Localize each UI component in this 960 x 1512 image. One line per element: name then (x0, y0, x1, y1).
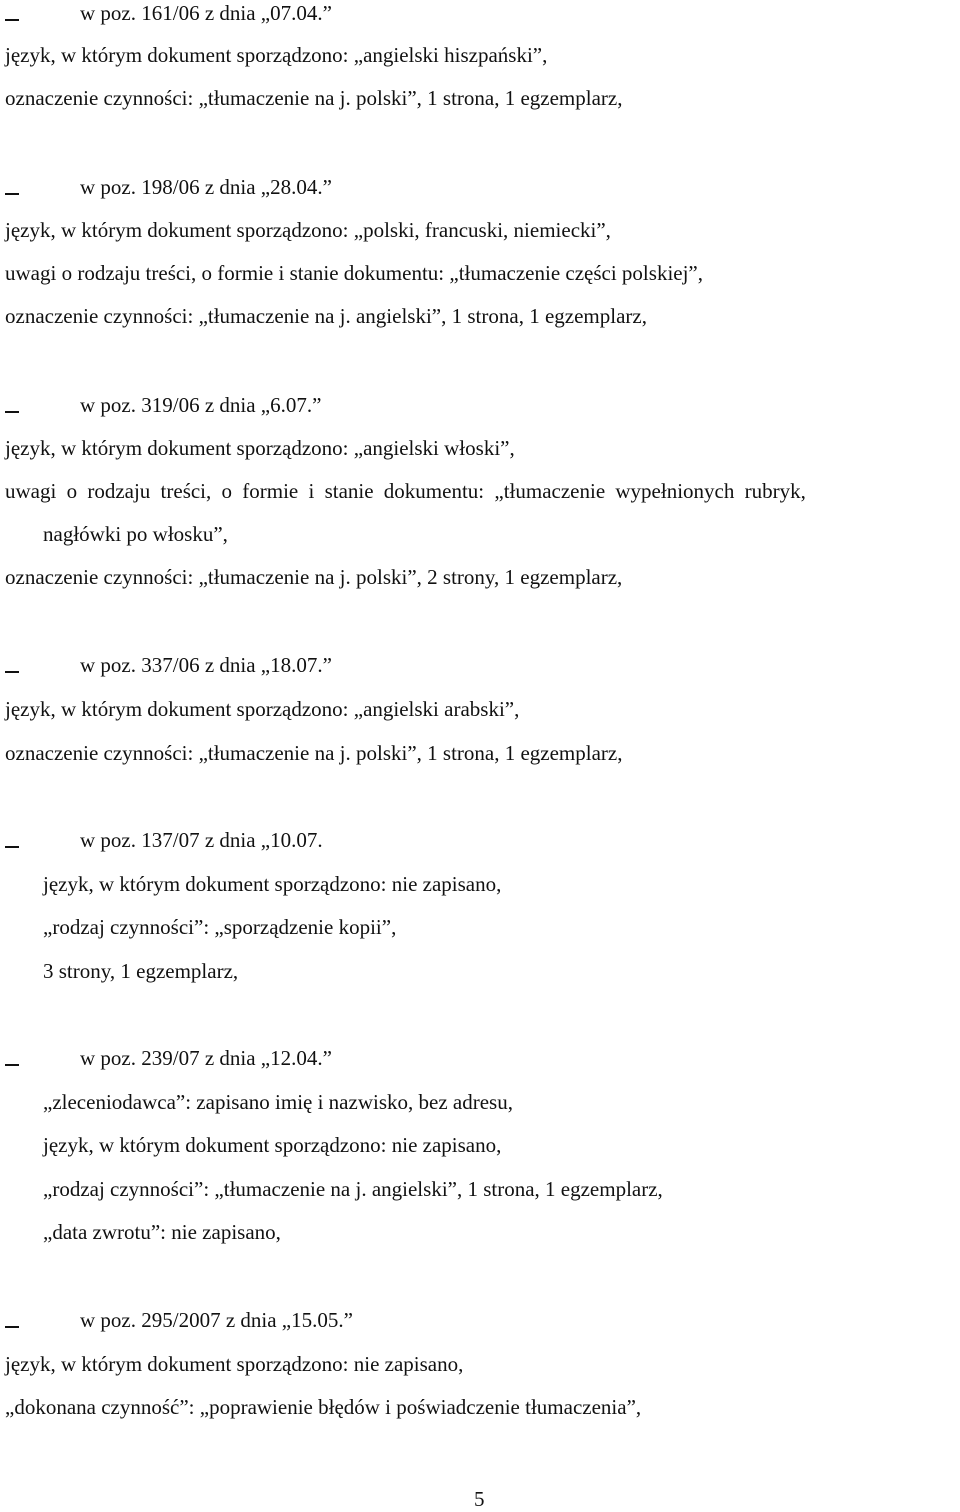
entry-line: „data zwrotu”: nie zapisano, (43, 1220, 281, 1244)
entry-line: 3 strony, 1 egzemplarz, (43, 959, 239, 983)
entry-header: w poz. 319/06 z dnia „6.07.” (80, 393, 322, 417)
entry-header: w poz. 161/06 z dnia „07.04.” (80, 1, 332, 25)
page-number: 5 (474, 1487, 485, 1511)
entry-line: oznaczenie czynności: „tłumaczenie na j. polski”, 1 strona, 1 egzemplarz, (5, 86, 623, 110)
list-dash (5, 846, 19, 848)
entry-line: język, w którym dokument sporządzono: „angielski arabski”, (5, 697, 520, 721)
entry-line: oznaczenie czynności: „tłumaczenie na j. polski”, 2 strony, 1 egzemplarz, (5, 565, 623, 589)
entry-line: „rodzaj czynności”: „sporządzenie kopii”, (43, 915, 397, 939)
entry-header: w poz. 137/07 z dnia „10.07. (80, 828, 323, 852)
justified-text: uwagi o rodzaju treści, o formie i stanie dokumentu: „tłumaczenie wypełnionych rubryk, (5, 479, 806, 503)
entry-header: w poz. 198/06 z dnia „28.04.” (80, 175, 332, 199)
entry-header: w poz. 295/2007 z dnia „15.05.” (80, 1308, 353, 1332)
entry-line: język, w którym dokument sporządzono: „angielski hiszpański”, (5, 43, 548, 67)
list-dash (5, 1064, 19, 1066)
entry-line: „dokonana czynność”: „poprawienie błędów i poświadczenie tłumaczenia”, (5, 1395, 642, 1419)
entry-line: „rodzaj czynności”: „tłumaczenie na j. angielski”, 1 strona, 1 egzemplarz, (43, 1177, 663, 1201)
entry-line-justified (5, 478, 953, 504)
entry-line: oznaczenie czynności: „tłumaczenie na j. angielski”, 1 strona, 1 egzemplarz, (5, 304, 647, 328)
list-dash (5, 411, 19, 413)
entry-line: język, w którym dokument sporządzono: nie zapisano, (43, 872, 502, 896)
entry-header: w poz. 239/07 z dnia „12.04.” (80, 1046, 332, 1070)
entry-line: oznaczenie czynności: „tłumaczenie na j. polski”, 1 strona, 1 egzemplarz, (5, 741, 623, 765)
list-dash (5, 671, 19, 673)
entry-header: w poz. 337/06 z dnia „18.07.” (80, 653, 332, 677)
list-dash (5, 193, 19, 195)
entry-line: nagłówki po włosku”, (43, 522, 228, 546)
entry-line: uwagi o rodzaju treści, o formie i stanie dokumentu: „tłumaczenie części polskiej”, (5, 261, 704, 285)
entry-line: język, w którym dokument sporządzono: nie zapisano, (43, 1133, 502, 1157)
entry-line: „zleceniodawca”: zapisano imię i nazwisko, bez adresu, (43, 1090, 513, 1114)
entry-line: język, w którym dokument sporządzono: „angielski włoski”, (5, 436, 515, 460)
list-dash (5, 1326, 19, 1328)
list-dash (5, 19, 19, 21)
entry-line: język, w którym dokument sporządzono: „polski, francuski, niemiecki”, (5, 218, 611, 242)
entry-line: język, w którym dokument sporządzono: nie zapisano, (5, 1352, 464, 1376)
